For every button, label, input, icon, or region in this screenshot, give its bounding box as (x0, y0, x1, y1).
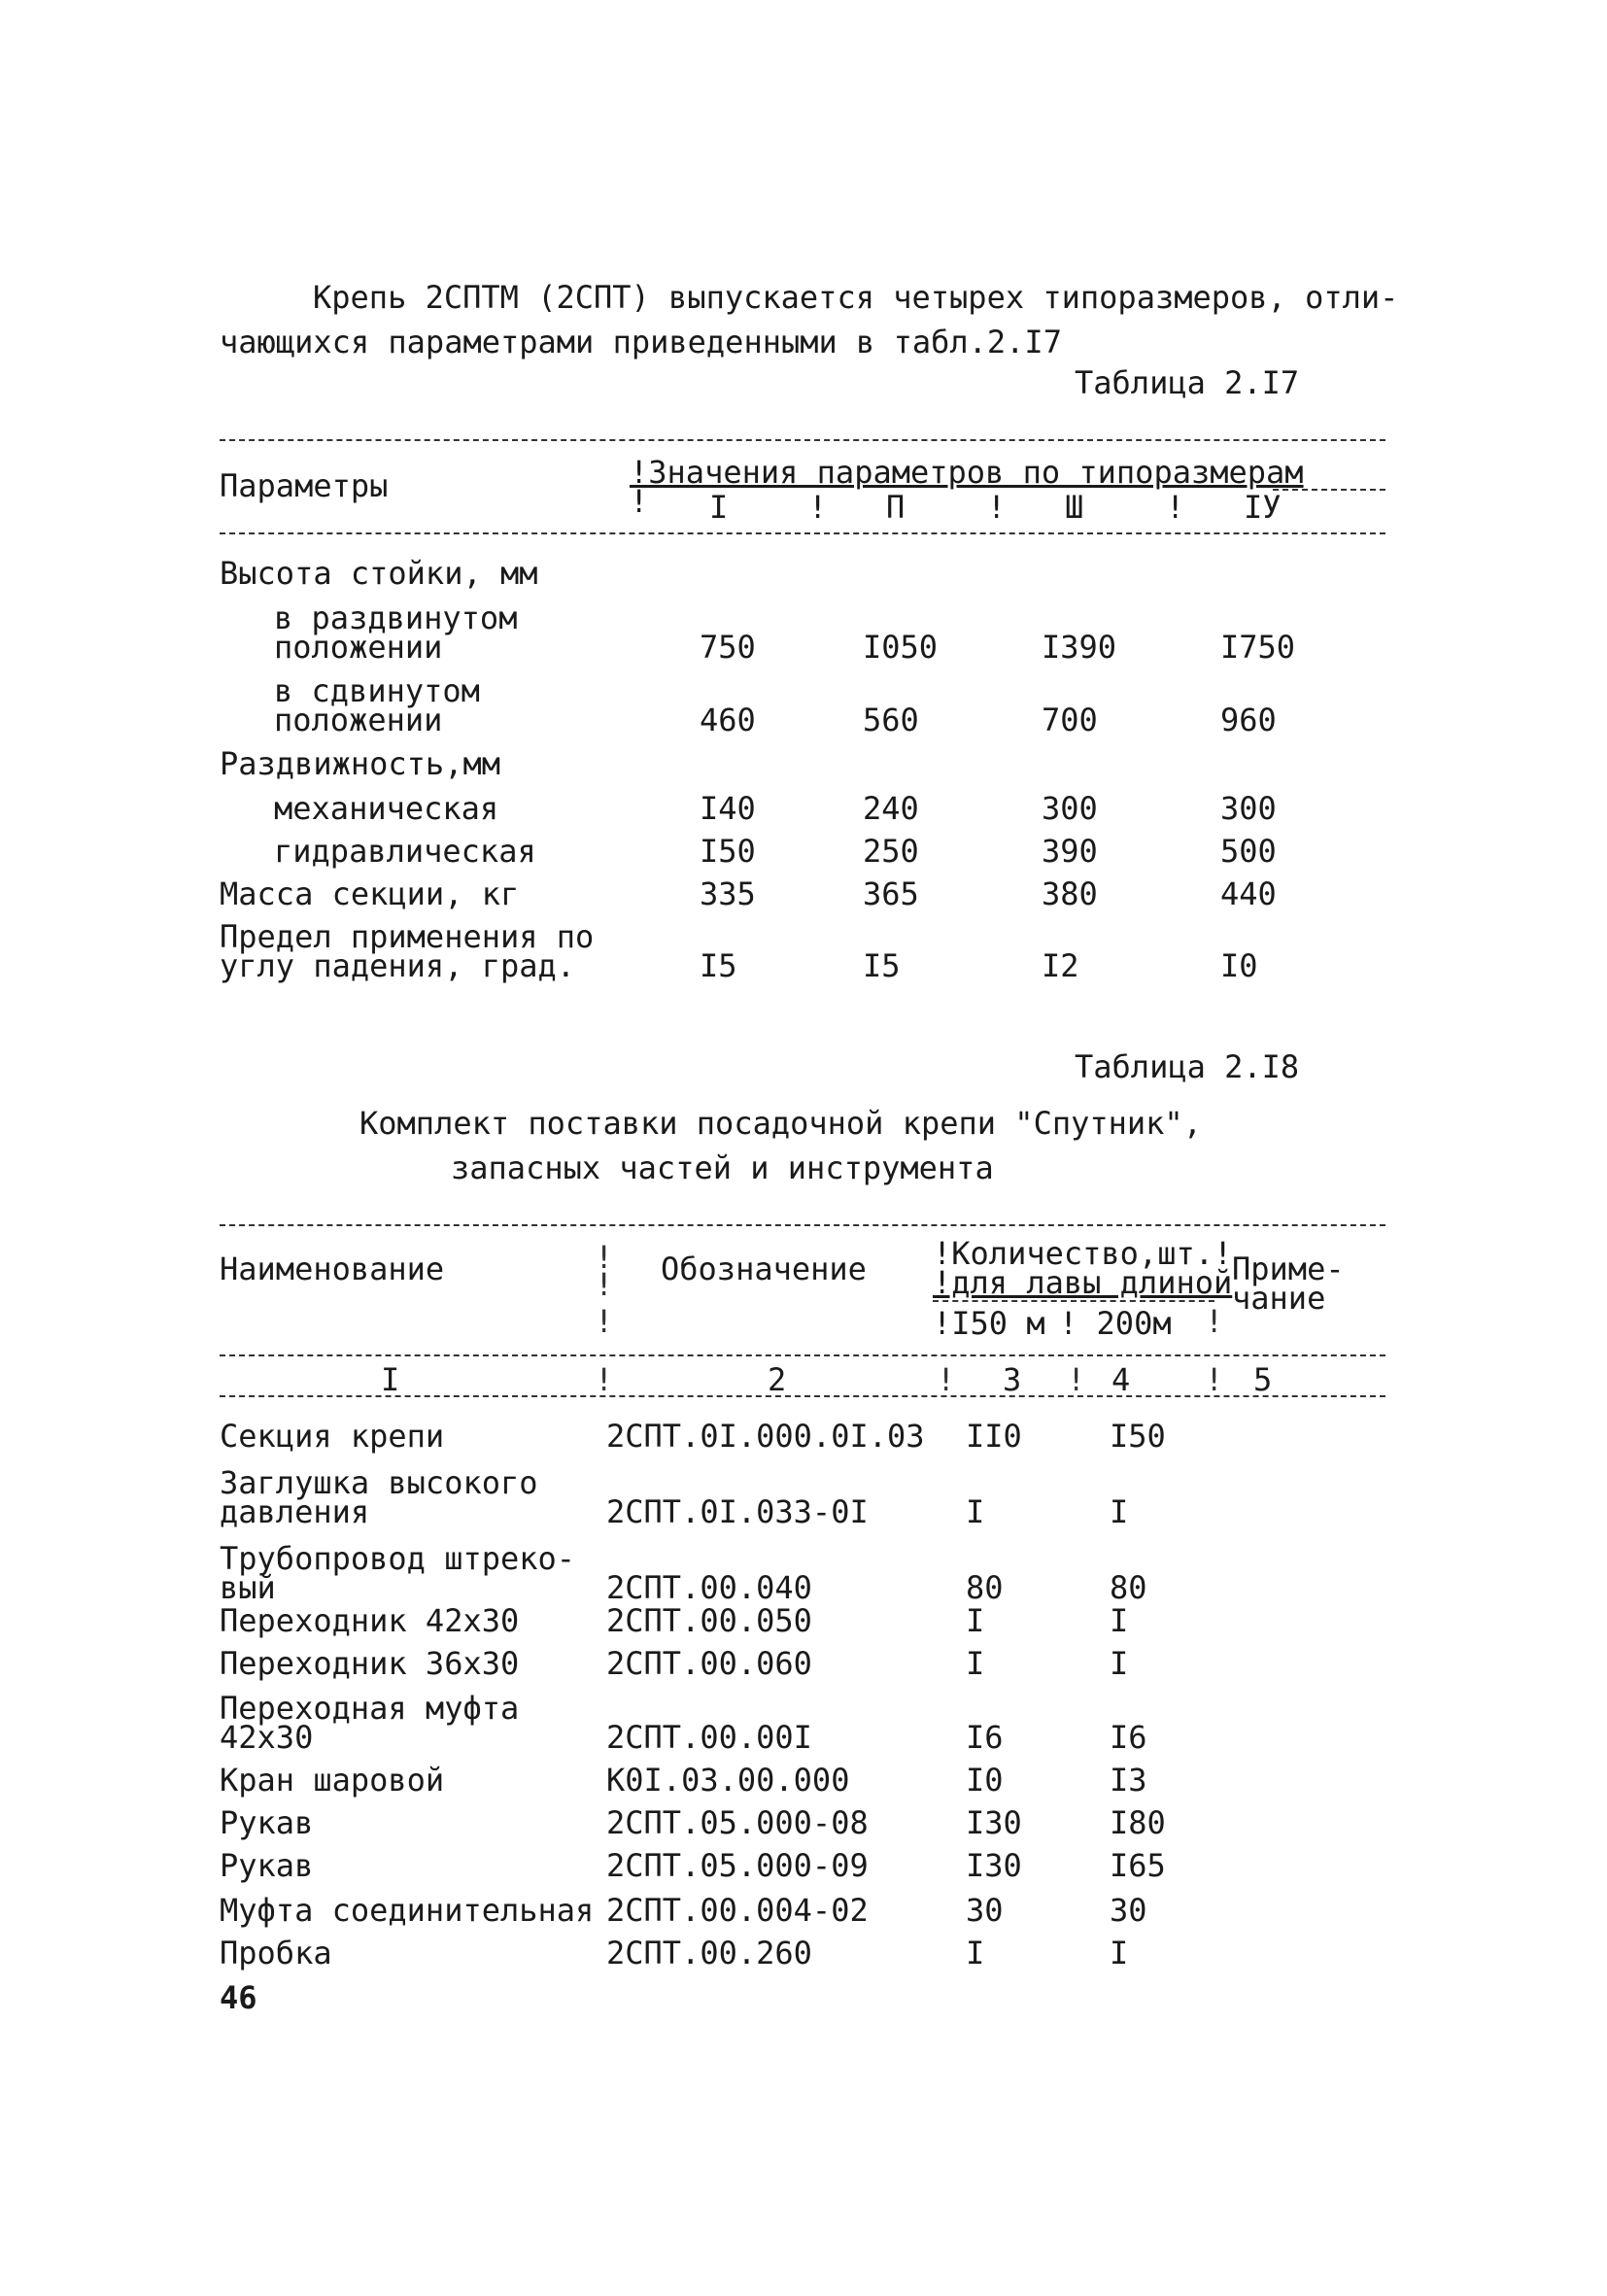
table18-row-qty-150: I (966, 1493, 985, 1530)
table18-row-qty-200: I (1110, 1493, 1129, 1530)
table17-cell: I390 (1042, 629, 1117, 666)
table18-row-name: Трубопровод штреко- (220, 1540, 576, 1577)
table17-row-label: в раздвинутом (274, 600, 518, 636)
table18-row-qty-150: 80 (966, 1569, 1004, 1606)
table18-row-name: Рукав (220, 1804, 314, 1841)
table18-top-rule (220, 1224, 1385, 1226)
table18-row-qty-200: I3 (1110, 1762, 1147, 1799)
table18-row-code: 2СПТ.00.060 (606, 1645, 812, 1682)
table18-row-code: 2СПТ.00.040 (606, 1569, 812, 1606)
table17-cell: I0 (1220, 947, 1258, 984)
table18-row-qty-150: II0 (966, 1418, 1022, 1455)
table18-colnum-rule (220, 1395, 1385, 1397)
table17-size-separator: ! (1166, 489, 1185, 526)
table18-row-qty-200: I50 (1110, 1418, 1166, 1455)
table17-cell: 460 (700, 702, 756, 738)
table17-size-header: Ш (1065, 489, 1084, 526)
table17-cell: 335 (700, 875, 756, 912)
table17-row-label: механическая (274, 790, 499, 827)
table18-header-code: Обозначение (661, 1251, 867, 1287)
table17-cell: 750 (700, 629, 756, 666)
table18-row-code: 2СПТ.0I.000.0I.03 (606, 1418, 925, 1455)
table18-row-qty-150: 30 (966, 1892, 1004, 1929)
table18-header-rule (220, 1354, 1385, 1356)
table18-row-code: 2СПТ.0I.033-0I (606, 1493, 869, 1530)
table17-cell: 390 (1042, 833, 1098, 870)
table18-row-name: Заглушка высокого (220, 1464, 538, 1501)
table17-header-bang: ! (630, 483, 649, 520)
table18-row-qty-200: I80 (1110, 1804, 1166, 1841)
table17-size-header: П (886, 489, 906, 526)
table17-row-label: в сдвинутом (274, 672, 480, 709)
table18-row-qty-150: I (966, 1935, 985, 1971)
table18-row-qty-150: I (966, 1602, 985, 1639)
table18-row-qty-200: 30 (1110, 1892, 1147, 1929)
table18-row-qty-150: I6 (966, 1719, 1004, 1756)
table17-row-label: положении (274, 702, 443, 738)
table18-row-qty-150: I0 (966, 1762, 1004, 1799)
table18-row-code: К0I.03.00.000 (606, 1762, 850, 1799)
table18-row-code: 2СПТ.00.260 (606, 1935, 812, 1971)
table18-vsep: ! (1205, 1361, 1224, 1398)
table17-cell: 700 (1042, 702, 1098, 738)
table17-size-separator: ! (808, 489, 828, 526)
table18-column-number: 2 (768, 1361, 787, 1398)
table17-row-label: Масса секции, кг (220, 875, 520, 912)
table17-header-rule (220, 532, 1385, 534)
table17-row-label: Предел применения по (220, 918, 595, 955)
table18-row-code: 2СПТ.00.050 (606, 1602, 812, 1639)
table18-row-qty-200: I (1110, 1935, 1129, 1971)
table18-row-qty-150: I30 (966, 1847, 1022, 1884)
table18-row-qty-200: I (1110, 1645, 1129, 1682)
table18-column-number: 4 (1111, 1361, 1131, 1398)
table18-row-name: Пробка (220, 1935, 332, 1971)
table17-size-header: IУ (1244, 489, 1282, 526)
table18-row-name: Кран шаровой (220, 1762, 445, 1799)
table18-row-name: 42х30 (220, 1719, 314, 1756)
table17-header-values: !Значения параметров по типоразмерам (630, 454, 1304, 491)
table18-row-qty-200: I6 (1110, 1719, 1147, 1756)
table17-cell: 380 (1042, 875, 1098, 912)
table17-row-label: Раздвижность,мм (220, 745, 500, 782)
table18-row-name: вый (220, 1569, 276, 1606)
table17-cell: 300 (1220, 790, 1277, 827)
table18-row-code: 2СПТ.05.000-09 (606, 1847, 869, 1884)
table18-row-qty-150: I (966, 1645, 985, 1682)
table18-title-line-1: Комплект поставки посадочной крепи "Спутник", (359, 1105, 1202, 1142)
table18-row-code: 2СПТ.00.00I (606, 1719, 812, 1756)
table17-cell: 500 (1220, 833, 1277, 870)
table17-cell: I050 (863, 629, 939, 666)
table17-cell: I2 (1042, 947, 1079, 984)
table18-vsep: ! (595, 1361, 614, 1398)
table18-vsep: ! (595, 1303, 614, 1340)
table18-header-qty-2: !для лавы длиной (933, 1264, 1233, 1301)
table17-cell: 250 (863, 833, 919, 870)
table17-cell: 960 (1220, 702, 1277, 738)
table18-vsep: ! (595, 1239, 614, 1276)
table17-row-label: положении (274, 629, 443, 666)
table17-cell: 240 (863, 790, 919, 827)
table17-cell: 300 (1042, 790, 1098, 827)
table18-header-note-2: чание (1232, 1280, 1326, 1317)
table17-cell: I50 (700, 833, 756, 870)
table18-column-number: I (381, 1361, 400, 1398)
page-number: 46 (220, 1979, 257, 2016)
table18-row-code: 2СПТ.05.000-08 (606, 1804, 869, 1841)
table18-row-qty-200: 80 (1110, 1569, 1147, 1606)
table18-column-number: 3 (1003, 1361, 1022, 1398)
table17-cell: 560 (863, 702, 919, 738)
table18-row-qty-200: I (1110, 1602, 1129, 1639)
table17-row-label: гидравлическая (274, 833, 536, 870)
table17-cell: 365 (863, 875, 919, 912)
table17-header-params: Параметры (220, 467, 389, 504)
table18-row-name: Секция крепи (220, 1418, 445, 1455)
table18-header-name: Наименование (220, 1251, 445, 1287)
table18-vsep: ! (937, 1361, 956, 1398)
table18-header-note-1: Приме- (1232, 1251, 1345, 1287)
table18-caption: Таблица 2.I8 (1075, 1048, 1300, 1085)
table17-cell: I5 (700, 947, 737, 984)
table17-cell: I5 (863, 947, 901, 984)
table18-header-qty-3b: ! 200м (1059, 1305, 1172, 1342)
table18-row-qty-200: I65 (1110, 1847, 1166, 1884)
table17-row-label: углу падения, град. (220, 947, 576, 984)
table17-row-label: Высота стойки, мм (220, 555, 538, 592)
table18-row-qty-150: I30 (966, 1804, 1022, 1841)
table18-row-name: Переходник 36х30 (220, 1645, 520, 1682)
table18-row-name: давления (220, 1493, 370, 1530)
table18-title-line-2: запасных частей и инструмента (451, 1149, 994, 1186)
table17-cell: I40 (700, 790, 756, 827)
table17-cell: I750 (1220, 629, 1296, 666)
table18-row-name: Переходная муфта (220, 1690, 520, 1727)
table18-vsep: ! (595, 1266, 614, 1303)
intro-line-1: Крепь 2СПТМ (2СПТ) выпускается четырех типоразмеров, отли- (313, 279, 1399, 316)
table18-vsep: ! (1205, 1303, 1224, 1340)
table18-header-qty-1: !Количество,шт.! (933, 1235, 1233, 1272)
table18-column-number: 5 (1253, 1361, 1273, 1398)
table17-cell: 440 (1220, 875, 1277, 912)
table18-vsep: ! (1067, 1361, 1086, 1398)
table17-caption: Таблица 2.I7 (1075, 364, 1300, 401)
table17-size-separator: ! (987, 489, 1007, 526)
table18-row-code: 2СПТ.00.004-02 (606, 1892, 869, 1929)
table18-qty-subrule (933, 1300, 1214, 1302)
table17-header-underline-tail (1273, 489, 1385, 491)
table17-size-header: I (709, 489, 729, 526)
table18-header-qty-3a: !I50 м (933, 1305, 1045, 1342)
table18-row-name: Муфта соединительная (220, 1892, 595, 1929)
table18-row-name: Рукав (220, 1847, 314, 1884)
intro-line-2: чающихся параметрами приведенными в табл.2.I7 (220, 324, 1062, 360)
table18-row-name: Переходник 42х30 (220, 1602, 520, 1639)
table17-top-rule (220, 439, 1385, 441)
